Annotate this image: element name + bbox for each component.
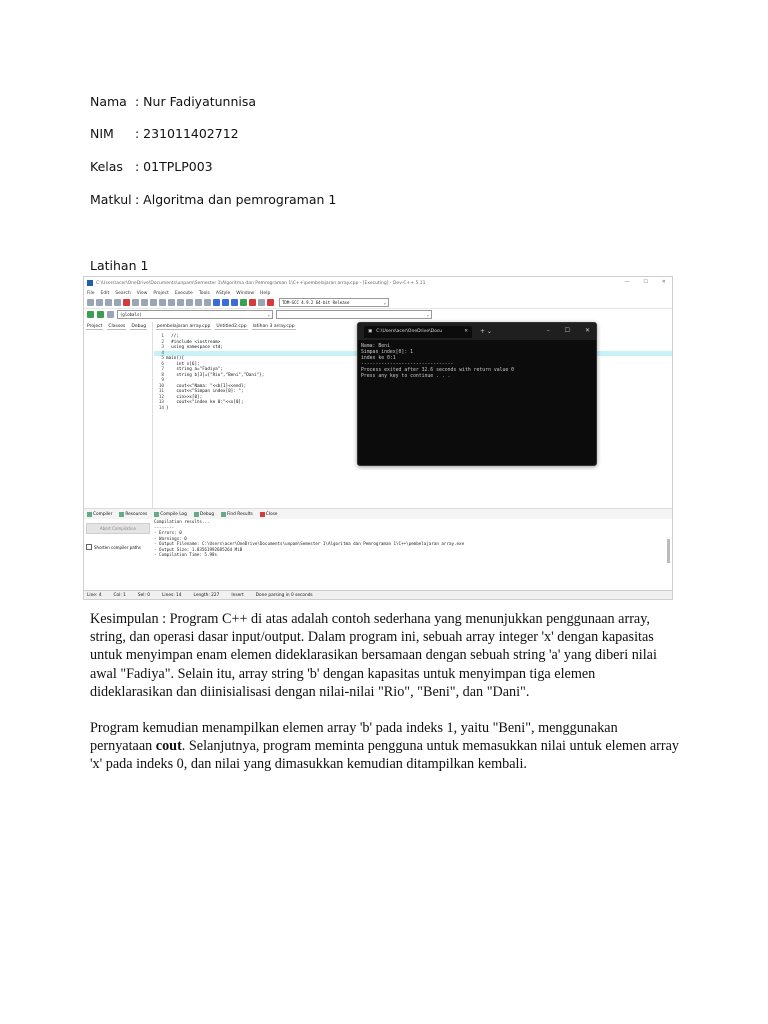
new-tab-icon[interactable]: + ⌄: [480, 328, 492, 335]
terminal-icon: ▣: [368, 329, 373, 334]
line-code: cout<<"Simpan index[0]: ";: [166, 389, 244, 394]
status-parse: Done parsing in 0 seconds: [255, 592, 313, 598]
compile-options: [84, 519, 152, 585]
info-kelas-key: Kelas: [90, 159, 123, 174]
info-nim-value: : 231011402712: [135, 126, 239, 141]
line-code: using namespace std;: [166, 345, 223, 350]
save-icon[interactable]: [105, 299, 112, 306]
status-insert: Insert: [231, 592, 244, 598]
line-code: //;: [166, 334, 179, 339]
tab-project[interactable]: Project: [87, 324, 103, 329]
insert-icon[interactable]: [97, 311, 104, 318]
status-length: Length: 227: [193, 592, 220, 598]
devcpp-app-icon: [87, 280, 93, 286]
save-all-icon[interactable]: [114, 299, 121, 306]
shorten-paths-checkbox[interactable]: [86, 544, 150, 550]
menu-file[interactable]: File: [87, 290, 95, 296]
menu-edit[interactable]: Edit: [100, 290, 110, 296]
redo-icon[interactable]: [150, 299, 157, 306]
console-tab[interactable]: [364, 326, 472, 338]
line-code: string a="Fadiya";: [166, 367, 223, 372]
explanation-text-2: . Selanjutnya, program meminta pengguna untuk memasukkan nilai untuk elemen array 'x' pada indeks 0, dan nilai yang dimasukkan kemudian ditampilkan kembali.: [90, 738, 680, 773]
menu-astyle[interactable]: AStyle: [215, 290, 231, 296]
info-nim-key: NIM: [90, 126, 114, 141]
status-line: Line: 4: [87, 592, 102, 598]
status-bar: [84, 590, 672, 599]
project-pane: [84, 322, 153, 508]
menu-execute[interactable]: Execute: [174, 290, 193, 296]
tab-resources-label: Resources: [125, 511, 148, 517]
compile-run-icon[interactable]: [231, 299, 238, 306]
line-code: cout<<"Nama: "<<b[1]<<endl;: [166, 383, 247, 389]
bookmark-icon[interactable]: [204, 299, 211, 306]
tab-compiler-label: Compiler: [93, 511, 113, 517]
indent-icon[interactable]: [186, 299, 193, 306]
maximize-icon[interactable]: ☐: [564, 327, 570, 334]
info-matkul-value: : Algoritma dan pemrograman 1: [135, 192, 337, 207]
close-icon[interactable]: ✕: [584, 327, 590, 334]
info-nim: [90, 126, 239, 141]
console-window-controls: [547, 327, 590, 334]
info-matkul: [90, 192, 336, 207]
left-tabs: [84, 322, 152, 332]
line-code: main(){: [166, 356, 185, 361]
undo-icon[interactable]: [141, 299, 148, 306]
find-results-icon: [221, 512, 226, 517]
maximize-icon[interactable]: ☐: [643, 279, 648, 285]
compiler-select-value: TDM-GCC 4.9.2 64-bit Release: [282, 300, 350, 305]
line-code: cin>>x[0];: [166, 394, 203, 400]
ide-toolbar-2: [84, 309, 672, 319]
log-scrollbar[interactable]: [667, 539, 670, 563]
tab-close-label: Close: [265, 511, 278, 517]
chevron-down-icon: ⌄: [383, 300, 386, 305]
line-code: }: [166, 405, 169, 411]
status-sel: Sel: 0: [137, 592, 151, 598]
globals-select-value: (globals): [120, 311, 142, 317]
console-window[interactable]: [357, 322, 597, 466]
status-col: Col: 1: [113, 592, 126, 598]
tab-file-1[interactable]: pembelajaran array.cpp: [157, 324, 211, 329]
bottom-tabs: [84, 508, 672, 519]
menu-search[interactable]: Search: [115, 290, 131, 296]
menu-tools[interactable]: Tools: [198, 290, 210, 296]
menu-view[interactable]: View: [136, 290, 148, 296]
goto-icon[interactable]: [177, 299, 184, 306]
ide-title: C:\Users\acer\OneDrive\Documents\unpam\Semester 1\Algoritma dan Pemrograman 1\C++\pembelajaran array.cpp - [Executing] - Dev-C++ 5.11: [96, 280, 426, 286]
abort-compilation-button[interactable]: Abort Compilation: [86, 523, 150, 534]
tab-file-2[interactable]: Untitled2.cpp: [216, 324, 247, 329]
info-kelas: [90, 159, 213, 174]
stop-icon[interactable]: [249, 299, 256, 306]
chevron-down-icon: ⌄: [267, 311, 270, 317]
minimize-icon[interactable]: –: [546, 327, 550, 334]
tab-compile-log[interactable]: [154, 512, 187, 517]
close-file-icon[interactable]: [123, 299, 130, 306]
minimize-icon[interactable]: —: [624, 279, 630, 285]
compile-icon[interactable]: [213, 299, 220, 306]
compiler-icon: [87, 512, 92, 517]
debug-icon[interactable]: [267, 299, 274, 306]
ide-toolbar: [84, 297, 672, 309]
tab-find-results[interactable]: [221, 512, 253, 517]
console-titlebar: [358, 323, 596, 340]
tab-close[interactable]: [260, 512, 278, 517]
class-browser-icon[interactable]: [87, 311, 94, 318]
check-icon: [194, 512, 199, 517]
line-number: 3: [161, 345, 164, 350]
info-name: [90, 94, 256, 109]
member-select[interactable]: [276, 310, 432, 319]
tab-find-results-label: Find Results: [227, 511, 253, 517]
tab-resources[interactable]: [119, 512, 147, 517]
line-code: int x[6];: [166, 361, 200, 367]
chevron-down-icon: ⌄: [426, 311, 429, 317]
resources-icon: [119, 512, 124, 517]
toggle-icon[interactable]: [107, 311, 114, 318]
conclusion-paragraph: Kesimpulan : Program C++ di atas adalah contoh sederhana yang menunjukkan penggunaan array, string, dan operasi dasar input/output. Dalam program ini, sebuah array integer 'x' dengan kapasitas untuk menyimpan enam elemen dideklarasikan bersamaan dengan sebuah string 'a' yang diberi nilai awal "Fadiya". Selain itu, array string 'b' dengan kapasitas untuk menyimpan tiga elemen dideklarasikan dan diinisialisasi dengan nilai-nilai "Rio", "Beni", dan "Dani".: [90, 611, 657, 700]
section-heading: Latihan 1: [90, 258, 149, 273]
tab-compile-log-label: Compile Log: [160, 511, 187, 517]
console-output: Nama: Beni Simpan index[0]: 1 index ke 0:1 -------------------------------- Process exited after 32.6 seconds with return value 0 Press any key to continue . . .: [361, 344, 515, 379]
ide-titlebar: [84, 277, 672, 289]
line-number: 9: [161, 378, 164, 383]
close-icon: [260, 512, 265, 517]
check-icon[interactable]: [240, 299, 247, 306]
menu-window[interactable]: Window: [236, 290, 255, 296]
line-number: 14: [158, 405, 164, 411]
line-number: 12: [158, 394, 164, 400]
status-lines: Lines: 14: [162, 592, 182, 598]
tab-classes[interactable]: Classes: [108, 324, 126, 329]
console-tab-title: C:\Users\acer\OneDrive\Docu: [376, 329, 443, 334]
compiler-select[interactable]: [279, 298, 389, 307]
close-icon[interactable]: ✕: [661, 279, 666, 285]
info-kelas-value: : 01TPLP003: [135, 159, 213, 174]
cout-keyword: cout: [155, 738, 182, 755]
line-code: #include <iostream>: [166, 339, 221, 345]
open-file-icon[interactable]: [96, 299, 103, 306]
unindent-icon[interactable]: [195, 299, 202, 306]
tab-close-icon[interactable]: ✕: [464, 329, 468, 334]
shorten-paths-label: Shorten compiler paths: [94, 544, 141, 550]
tab-file-3[interactable]: latihan 3 array.cpp: [252, 324, 295, 329]
line-code: cout<<"index ke 0:"<<x[0];: [166, 400, 244, 405]
line-number: 11: [158, 389, 164, 394]
tab-debug-bottom[interactable]: [194, 512, 214, 517]
chart-icon[interactable]: [258, 299, 265, 306]
tab-compiler[interactable]: [87, 512, 112, 517]
replace-icon[interactable]: [168, 299, 175, 306]
globals-select[interactable]: [117, 310, 273, 319]
line-number: 10: [158, 383, 164, 389]
ide-window-controls: [624, 279, 666, 285]
tab-debug-bottom-label: Debug: [199, 511, 215, 517]
info-name-key: Nama: [90, 94, 127, 109]
find-icon[interactable]: [159, 299, 166, 306]
line-number: 5: [161, 356, 164, 361]
info-matkul-key: Matkul: [90, 192, 132, 207]
menu-project[interactable]: Project: [153, 290, 169, 296]
tab-debug[interactable]: Debug: [131, 324, 147, 329]
menu-help[interactable]: Help: [260, 290, 271, 296]
line-number: 6: [161, 361, 164, 367]
info-name-value: : Nur Fadiyatunnisa: [135, 94, 257, 109]
line-number: 1: [161, 334, 164, 339]
line-number: 7: [161, 367, 164, 372]
explanation-paragraph: [90, 719, 680, 774]
ide-menubar: [84, 289, 672, 297]
new-file-icon[interactable]: [87, 299, 94, 306]
compile-log: Compilation results... -------- - Errors: 0 - Warnings: 0 - Output Filename: C:\Users\acer\OneDrive\Documents\unpam\Semester 1\Algoritma dan Pemrograman 1\C++\pembelajaran array.exe - Output Size: 1.83561992685264 MiB - Compilation Time: 5.98s: [154, 519, 465, 557]
run-icon[interactable]: [222, 299, 229, 306]
explanation-text-1: Program kemudian menampilkan elemen array 'b' pada indeks 1, yaitu "Beni", menggunakan pernyataan: [90, 720, 618, 755]
line-number: 4: [161, 350, 164, 356]
line-number: 2: [161, 339, 164, 345]
line-number: 13: [158, 400, 164, 405]
print-icon[interactable]: [132, 299, 139, 306]
checkbox-icon[interactable]: [86, 544, 92, 550]
compile-log-icon: [154, 512, 159, 517]
line-number: 8: [161, 372, 164, 378]
line-code: string b[3]={"Rio","Beni","Dani"};: [166, 372, 265, 378]
ide-screenshot: [83, 276, 673, 600]
